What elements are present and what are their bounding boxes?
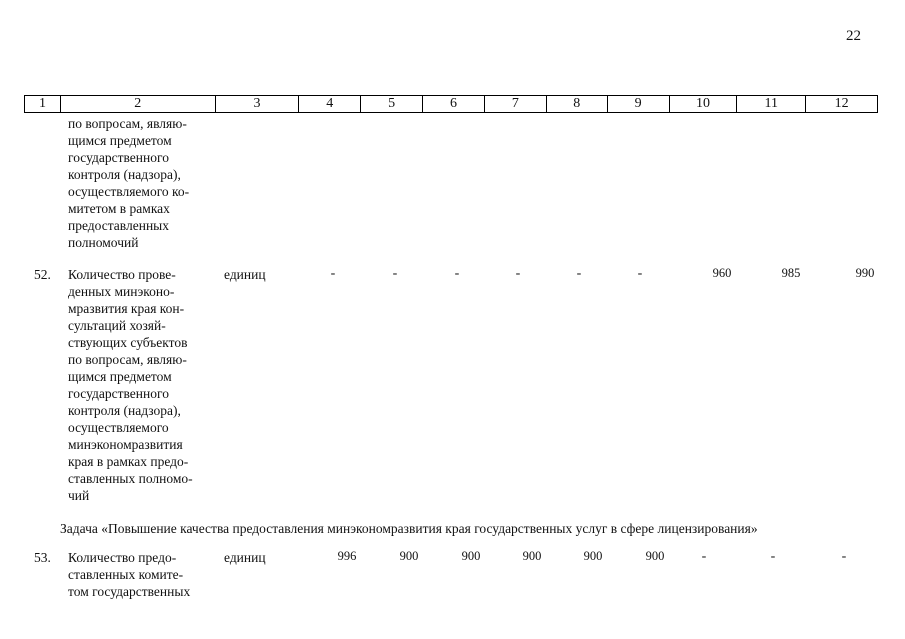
row-52-col-5: -	[392, 266, 398, 281]
table-header-row	[24, 95, 878, 113]
row-52-col-4: -	[330, 266, 336, 281]
row-52-col-8: -	[576, 266, 582, 281]
row-52-col-9: -	[637, 266, 643, 281]
row-52-col-6: -	[454, 266, 460, 281]
row-53-col-9: 900	[645, 549, 665, 563]
row-52-col-12: 990	[855, 266, 875, 280]
row-53-number: 53.	[34, 550, 51, 565]
row-52-col-7: -	[515, 266, 521, 281]
row-52-description: Количество прове- денных минэконо- мразвития края кон- сультаций хозяй- ствующих субъектов по вопросам, являю- щимся предметом государственного контроля (надзора), осуществляемого минэкономразвития края в рамках предо- ставленных полномо- чий	[68, 267, 193, 503]
header-col-12: 12	[834, 96, 849, 111]
row-53-unit: единиц	[224, 550, 266, 565]
header-col-10: 10	[670, 96, 738, 112]
task-title: Задача «Повышение качества предоставления минэкономразвития края государственных услуг в сфере лицензирования»	[60, 521, 758, 536]
header-col-11: 11	[737, 96, 806, 112]
header-col-7: 7	[485, 96, 547, 112]
row-53-description: Количество предо- ставленных комите- том государственных	[68, 550, 191, 599]
row-52-col-11: 985	[781, 266, 801, 280]
header-col-4: 4	[299, 96, 361, 112]
row-53-col-10: -	[701, 549, 707, 564]
header-col-8: 8	[547, 96, 608, 112]
header-col-1: 1	[25, 96, 61, 112]
header-col-5: 5	[361, 96, 423, 112]
row-53-col-6: 900	[461, 549, 481, 563]
row-53-col-4: 996	[337, 549, 357, 563]
row-53-col-8: 900	[583, 549, 603, 563]
header-col-3: 3	[216, 96, 300, 112]
row-53-col-12: -	[841, 549, 847, 564]
header-col-2: 2	[61, 96, 216, 112]
header-col-6: 6	[423, 96, 485, 112]
row-52-unit: единиц	[224, 267, 266, 282]
header-col-9: 9	[608, 96, 670, 112]
page-number: 22	[846, 28, 861, 44]
row-52-col-10: 960	[712, 266, 732, 280]
row-53-col-11: -	[770, 549, 776, 564]
row-53-col-7: 900	[522, 549, 542, 563]
continued-row-description: по вопросам, являю- щимся предметом государственного контроля (надзора), осуществляемого ко- митетом в рамках предоставленных полномочий	[68, 116, 190, 250]
row-52-number: 52.	[34, 267, 51, 282]
row-53-col-5: 900	[399, 549, 419, 563]
